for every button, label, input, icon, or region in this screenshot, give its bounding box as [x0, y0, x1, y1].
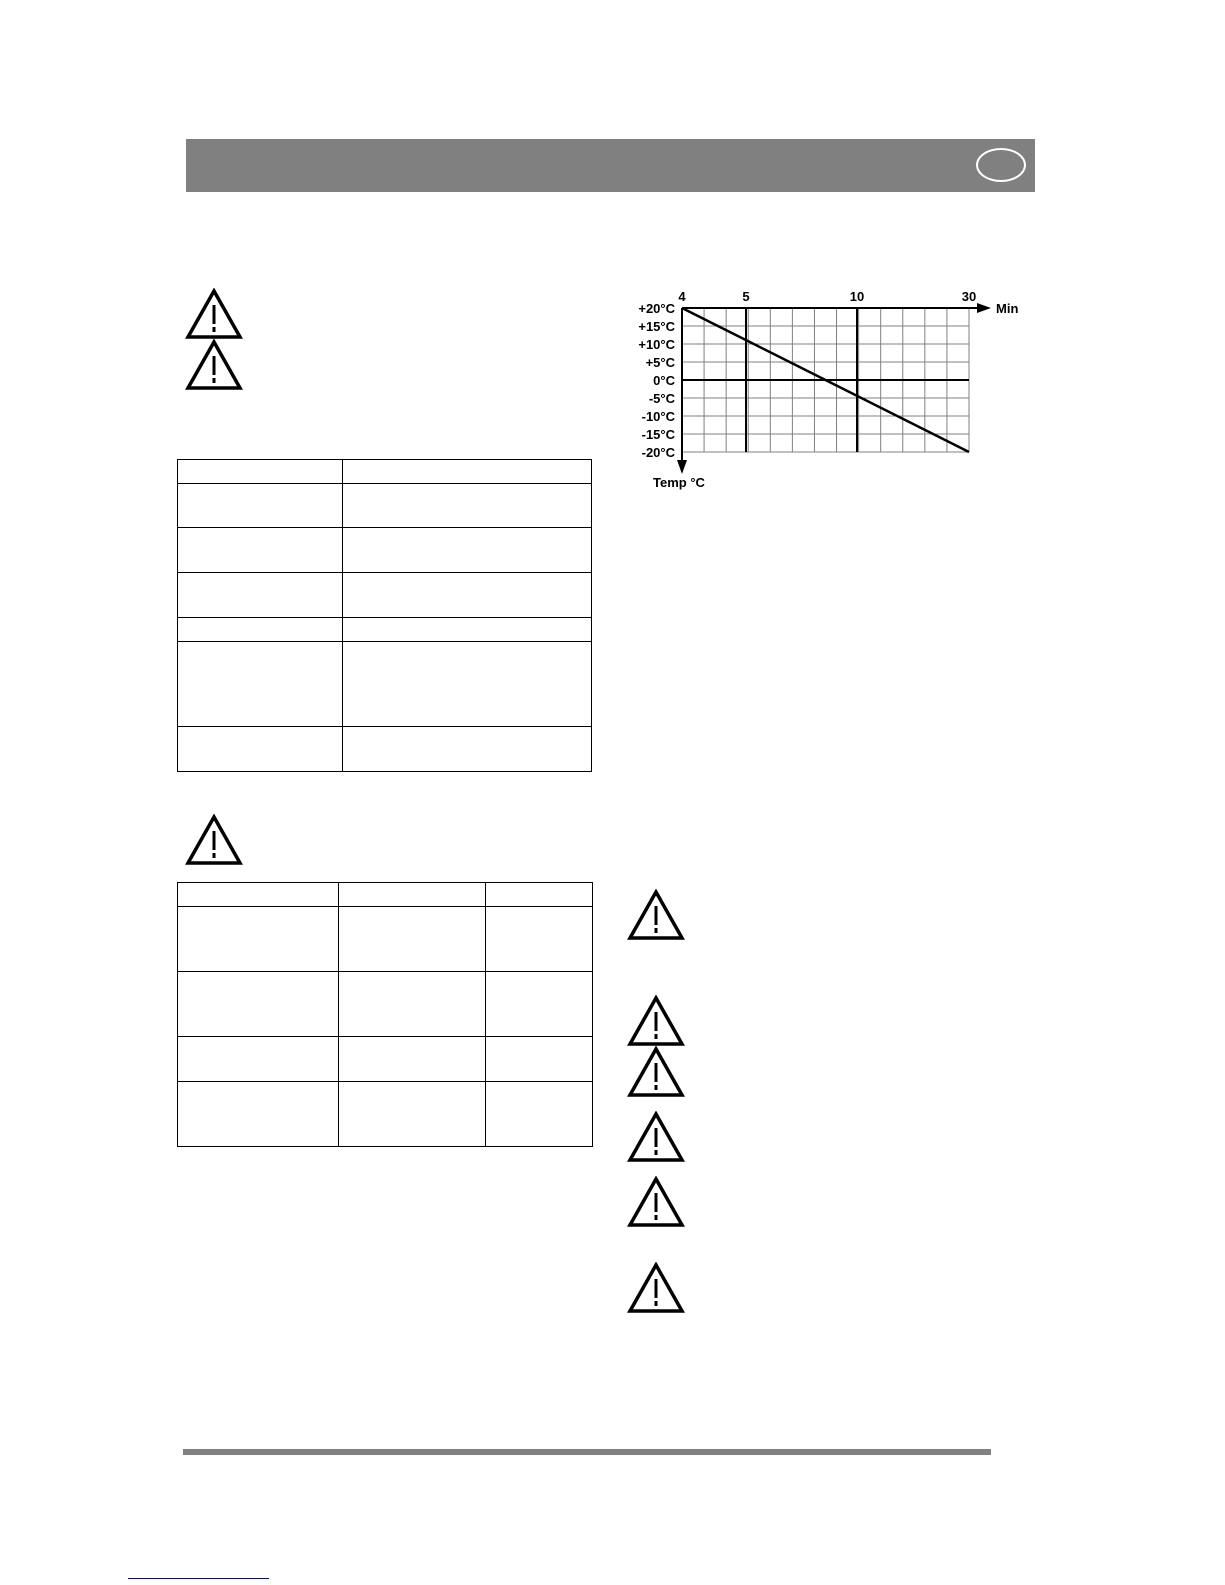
temperature-time-chart	[620, 282, 1035, 497]
x-axis-label: Min	[996, 301, 1019, 316]
table-cell	[339, 1082, 486, 1147]
warning-triangle-icon	[185, 288, 243, 340]
warning-triangle-icon	[185, 339, 243, 391]
table-cell	[343, 484, 592, 528]
table-cell	[178, 573, 343, 618]
warning-triangle-icon	[627, 995, 685, 1047]
table-cell	[486, 1037, 593, 1082]
warning-triangle-icon	[627, 1262, 685, 1314]
table-cell	[178, 907, 339, 972]
table-cell	[486, 1082, 593, 1147]
table-cell	[178, 883, 339, 907]
table-cell	[178, 727, 343, 772]
warning-triangle-icon	[627, 1176, 685, 1228]
bottom-link-underline	[128, 1578, 269, 1579]
table-cell	[339, 972, 486, 1037]
table-cell	[178, 1082, 339, 1147]
y-tick-label: +10°C	[638, 337, 675, 352]
warning-triangle-icon	[627, 1046, 685, 1098]
warning-triangle-icon	[627, 889, 685, 941]
table-cell	[343, 642, 592, 727]
table-cell	[178, 528, 343, 573]
y-tick-label: 0°C	[653, 373, 675, 388]
y-tick-label: +5°C	[645, 355, 675, 370]
language-badge	[976, 148, 1026, 182]
warning-triangle-icon	[185, 814, 243, 866]
y-tick-label: -15°C	[641, 427, 675, 442]
table-cell	[178, 642, 343, 727]
table-cell	[178, 484, 343, 528]
warning-triangle-icon	[627, 1111, 685, 1163]
table-cell	[343, 528, 592, 573]
table-cell	[339, 883, 486, 907]
table-cell	[343, 727, 592, 772]
x-tick-label: 30	[961, 289, 977, 304]
table-cell	[178, 972, 339, 1037]
y-tick-label: +20°C	[638, 301, 675, 316]
table-cell	[178, 618, 343, 642]
x-tick-label: 4	[678, 289, 686, 304]
spec-table-1	[177, 459, 592, 772]
y-axis-label: Temp °C	[653, 475, 705, 490]
x-tick-label: 10	[849, 289, 865, 304]
spec-table-2	[177, 882, 593, 1147]
table-cell	[486, 907, 593, 972]
y-tick-label: -20°C	[641, 445, 675, 460]
table-cell	[178, 1037, 339, 1082]
table-cell	[339, 907, 486, 972]
table-cell	[343, 573, 592, 618]
table-cell	[486, 972, 593, 1037]
footer-rule	[183, 1449, 991, 1455]
y-axis-arrow	[677, 460, 687, 474]
table-cell	[486, 883, 593, 907]
header-bar	[186, 139, 1035, 192]
table-cell	[343, 618, 592, 642]
x-tick-label: 5	[742, 289, 750, 304]
y-tick-label: -5°C	[648, 391, 675, 406]
x-axis-arrow	[977, 303, 991, 313]
table-cell	[178, 460, 343, 484]
y-tick-label: +15°C	[638, 319, 675, 334]
table-cell	[343, 460, 592, 484]
y-tick-label: -10°C	[641, 409, 675, 424]
table-cell	[339, 1037, 486, 1082]
